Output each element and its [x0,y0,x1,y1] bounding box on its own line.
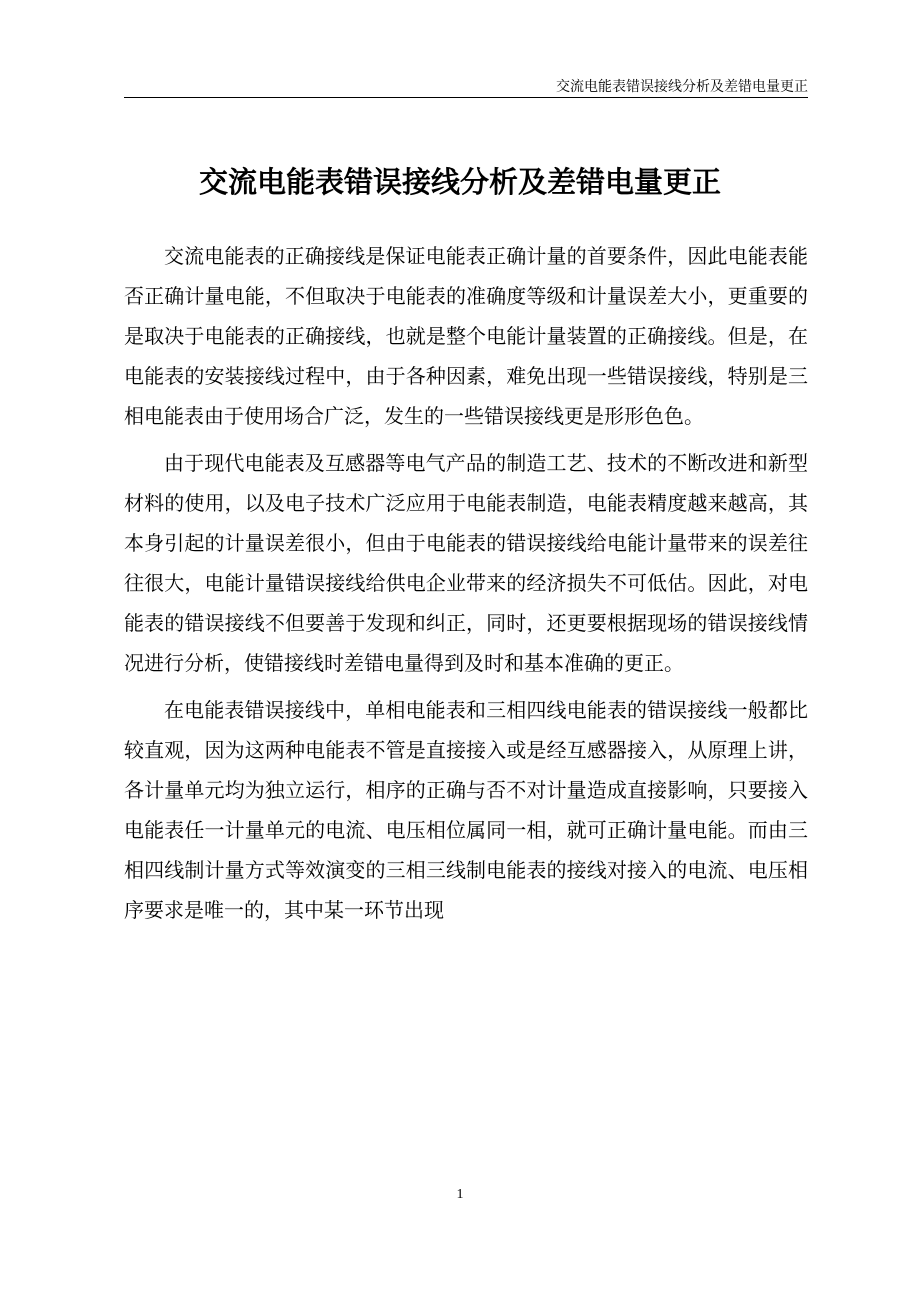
document-title: 交流电能表错误接线分析及差错电量更正 [198,165,721,199]
paragraph-1: 交流电能表的正确接线是保证电能表正确计量的首要条件，因此电能表能否正确计量电能，不但取决于电能表的准确度等级和计量误差大小，更重要的是取决于电能表的正确接线，也就是整个电能计量装置的正确接线。但是，在电能表的安装接线过程中，由于各种因素，难免出现一些错误接线，特别是三相电能表由于使用场合广泛，发生的一些错误接线更是形形色色。 [124,244,808,428]
header-divider [124,97,808,98]
paragraph-3: 在电能表错误接线中，单相电能表和三相四线电能表的错误接线一般都比较直观，因为这两种电能表不管是直接接入或是经互感器接入，从原理上讲，各计量单元均为独立运行，相序的正确与否不对计量造成直接影响，只要接入电能表任一计量单元的电流、电压相位属同一相，就可正确计量电能。而由三相四线制计量方式等效演变的三相三线制电能表的接线对接入的电流、电压相序要求是唯一的，其中某一环节出现 [124,698,808,922]
page-number: 1 [456,1187,464,1202]
paragraph-2: 由于现代电能表及互感器等电气产品的制造工艺、技术的不断改进和新型材料的使用，以及电子技术广泛应用于电能表制造，电能表精度越来越高，其本身引起的计量误差很小，但由于电能表的错误接线给电能计量带来的误差往往很大，电能计量错误接线给供电企业带来的经济损失不可低估。因此，对电能表的错误接线不但要善于发现和纠正，同时，还更要根据现场的错误接线情况进行分析，使错接线时差错电量得到及时和基本准确的更正。 [124,451,808,675]
document-body [124,236,808,937]
running-header: 交流电能表错误接线分析及差错电量更正 [556,79,808,95]
